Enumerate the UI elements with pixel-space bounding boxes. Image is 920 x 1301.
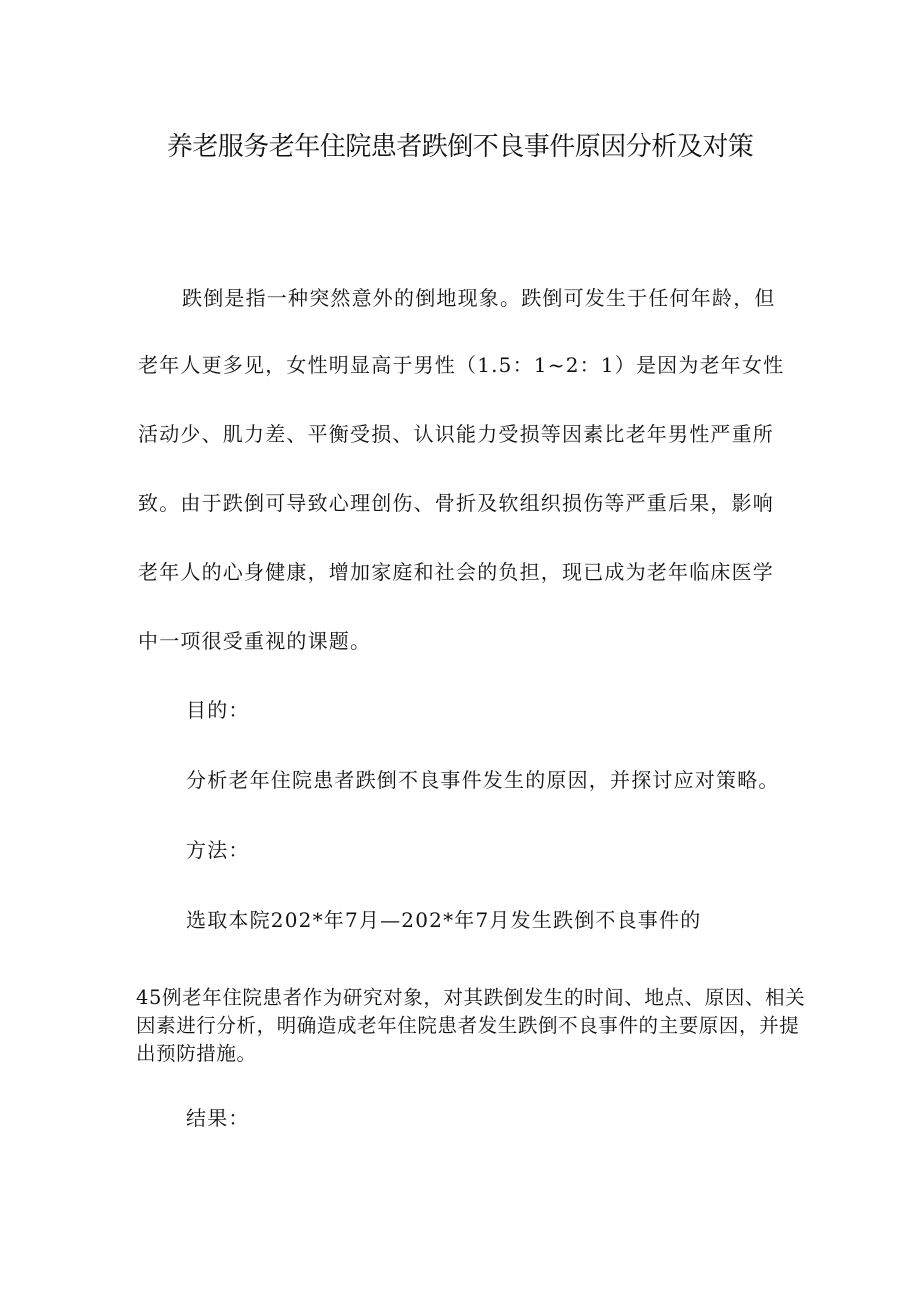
- objective-text: 分析老年住院患者跌倒不良事件发生的原因，并探讨应对策略。: [186, 768, 780, 792]
- intro-line-5: 老年人的心身健康，增加家庭和社会的负担，现已成为老年临床医学: [138, 560, 774, 584]
- intro-line-6: 中一项很受重视的课题。: [138, 629, 372, 653]
- objective-label: 目的：: [186, 698, 250, 722]
- intro-line-2: 老年人更多见，女性明显高于男性（1.5：1~2：1）是因为老年女性: [138, 353, 785, 377]
- document-title: 养老服务老年住院患者跌倒不良事件原因分析及对策: [166, 132, 754, 162]
- method-first-line: 选取本院202*年7月—202*年7月发生跌倒不良事件的: [186, 908, 702, 932]
- intro-line-3: 活动少、肌力差、平衡受损、认识能力受损等因素比老年男性严重所: [138, 422, 774, 446]
- method-label: 方法：: [186, 838, 250, 862]
- result-label: 结果：: [186, 1106, 250, 1130]
- intro-line-1: 跌倒是指一种突然意外的倒地现象。跌倒可发生于任何年龄，但: [182, 286, 776, 310]
- intro-line-4: 致。由于跌倒可导致心理创伤、骨折及软组织损伤等严重后果，影响: [138, 491, 774, 515]
- method-paragraph: 45例老年住院患者作为研究对象，对其跌倒发生的时间、地点、原因、相关因素进行分析，明确造成老年住院患者发生跌倒不良事件的主要原因，并提出预防措施。: [136, 986, 806, 1065]
